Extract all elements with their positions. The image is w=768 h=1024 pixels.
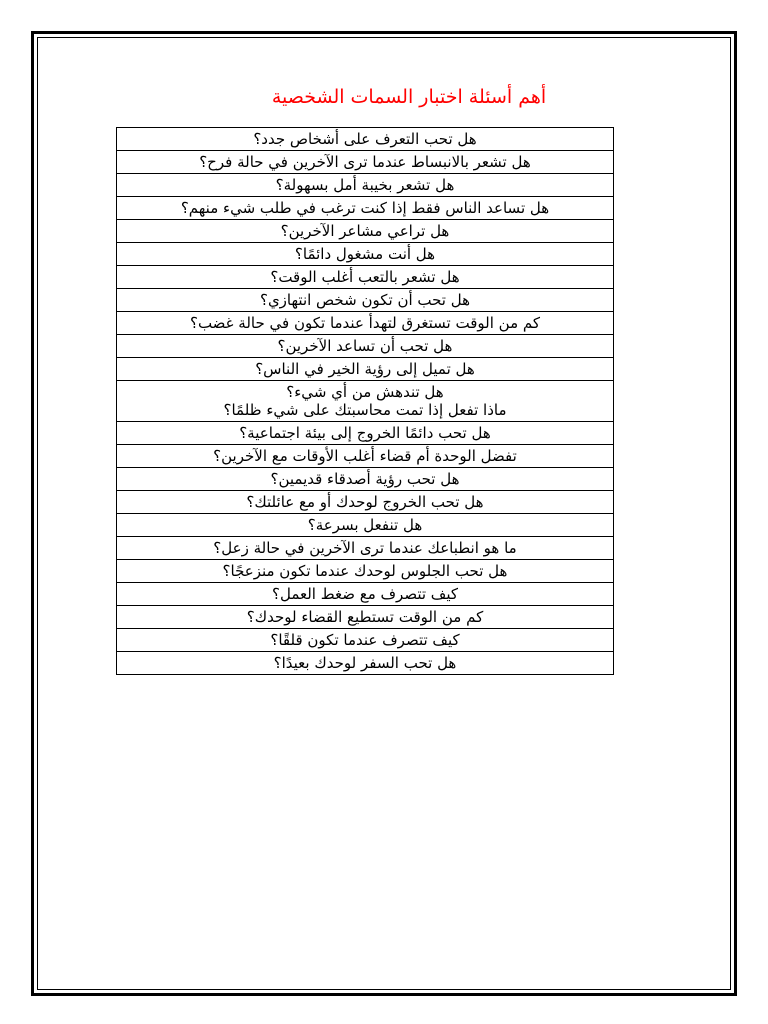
table-row <box>117 537 614 560</box>
table-row <box>117 514 614 537</box>
question-cell: ما هو انطباعك عندما ترى الآخرين في حالة زعل؟ <box>117 537 614 560</box>
question-cell: هل تشعر بالانبساط عندما ترى الآخرين في حالة فرح؟ <box>117 151 614 174</box>
question-cell: هل تنفعل بسرعة؟ <box>117 514 614 537</box>
question-cell: هل تميل إلى رؤية الخير في الناس؟ <box>117 358 614 381</box>
table-row <box>117 652 614 675</box>
question-cell: كم من الوقت تستطيع القضاء لوحدك؟ <box>117 606 614 629</box>
table-row <box>117 335 614 358</box>
table-row <box>117 422 614 445</box>
question-cell: هل أنت مشغول دائمًا؟ <box>117 243 614 266</box>
table-row <box>117 606 614 629</box>
table-row <box>117 289 614 312</box>
table-row <box>117 312 614 335</box>
question-cell: كم من الوقت تستغرق لتهدأ عندما تكون في حالة غضب؟ <box>117 312 614 335</box>
table-row <box>117 491 614 514</box>
question-cell: هل تحب أن تساعد الآخرين؟ <box>117 335 614 358</box>
table-row <box>117 174 614 197</box>
question-cell: هل تساعد الناس فقط إذا كنت ترغب في طلب شيء منهم؟ <box>117 197 614 220</box>
table-row <box>117 583 614 606</box>
question-cell: هل تشعر بخيبة أمل بسهولة؟ <box>117 174 614 197</box>
question-cell: هل تحب رؤية أصدقاء قديمين؟ <box>117 468 614 491</box>
question-cell: هل تحب أن تكون شخص انتهازي؟ <box>117 289 614 312</box>
question-cell: تفضل الوحدة أم قضاء أغلب الأوقات مع الآخرين؟ <box>117 445 614 468</box>
question-cell: هل تندهش من أي شيء؟ ماذا تفعل إذا تمت محاسبتك على شيء ظلمًا؟ <box>117 381 614 422</box>
table-row <box>117 629 614 652</box>
table-row <box>117 266 614 289</box>
table-row <box>117 220 614 243</box>
question-cell: كيف تتصرف مع ضغط العمل؟ <box>117 583 614 606</box>
question-cell: هل تحب التعرف على أشخاص جدد؟ <box>117 128 614 151</box>
table-row <box>117 128 614 151</box>
page-title: أهم أسئلة اختبار السمات الشخصية <box>271 86 547 108</box>
table-row <box>117 381 614 422</box>
table-row <box>117 468 614 491</box>
table-row <box>117 358 614 381</box>
table-row <box>117 197 614 220</box>
table-row <box>117 151 614 174</box>
table-row <box>117 560 614 583</box>
question-cell: هل تحب السفر لوحدك بعيدًا؟ <box>117 652 614 675</box>
table-row <box>117 445 614 468</box>
question-cell: كيف تتصرف عندما تكون قلقًا؟ <box>117 629 614 652</box>
question-cell: هل تشعر بالتعب أغلب الوقت؟ <box>117 266 614 289</box>
question-cell: هل تحب الخروج لوحدك أو مع عائلتك؟ <box>117 491 614 514</box>
question-cell: هل تحب دائمًا الخروج إلى بيئة اجتماعية؟ <box>117 422 614 445</box>
question-cell: هل تراعي مشاعر الآخرين؟ <box>117 220 614 243</box>
questions-table <box>116 127 614 675</box>
table-row <box>117 243 614 266</box>
question-cell: هل تحب الجلوس لوحدك عندما تكون منزعجًا؟ <box>117 560 614 583</box>
